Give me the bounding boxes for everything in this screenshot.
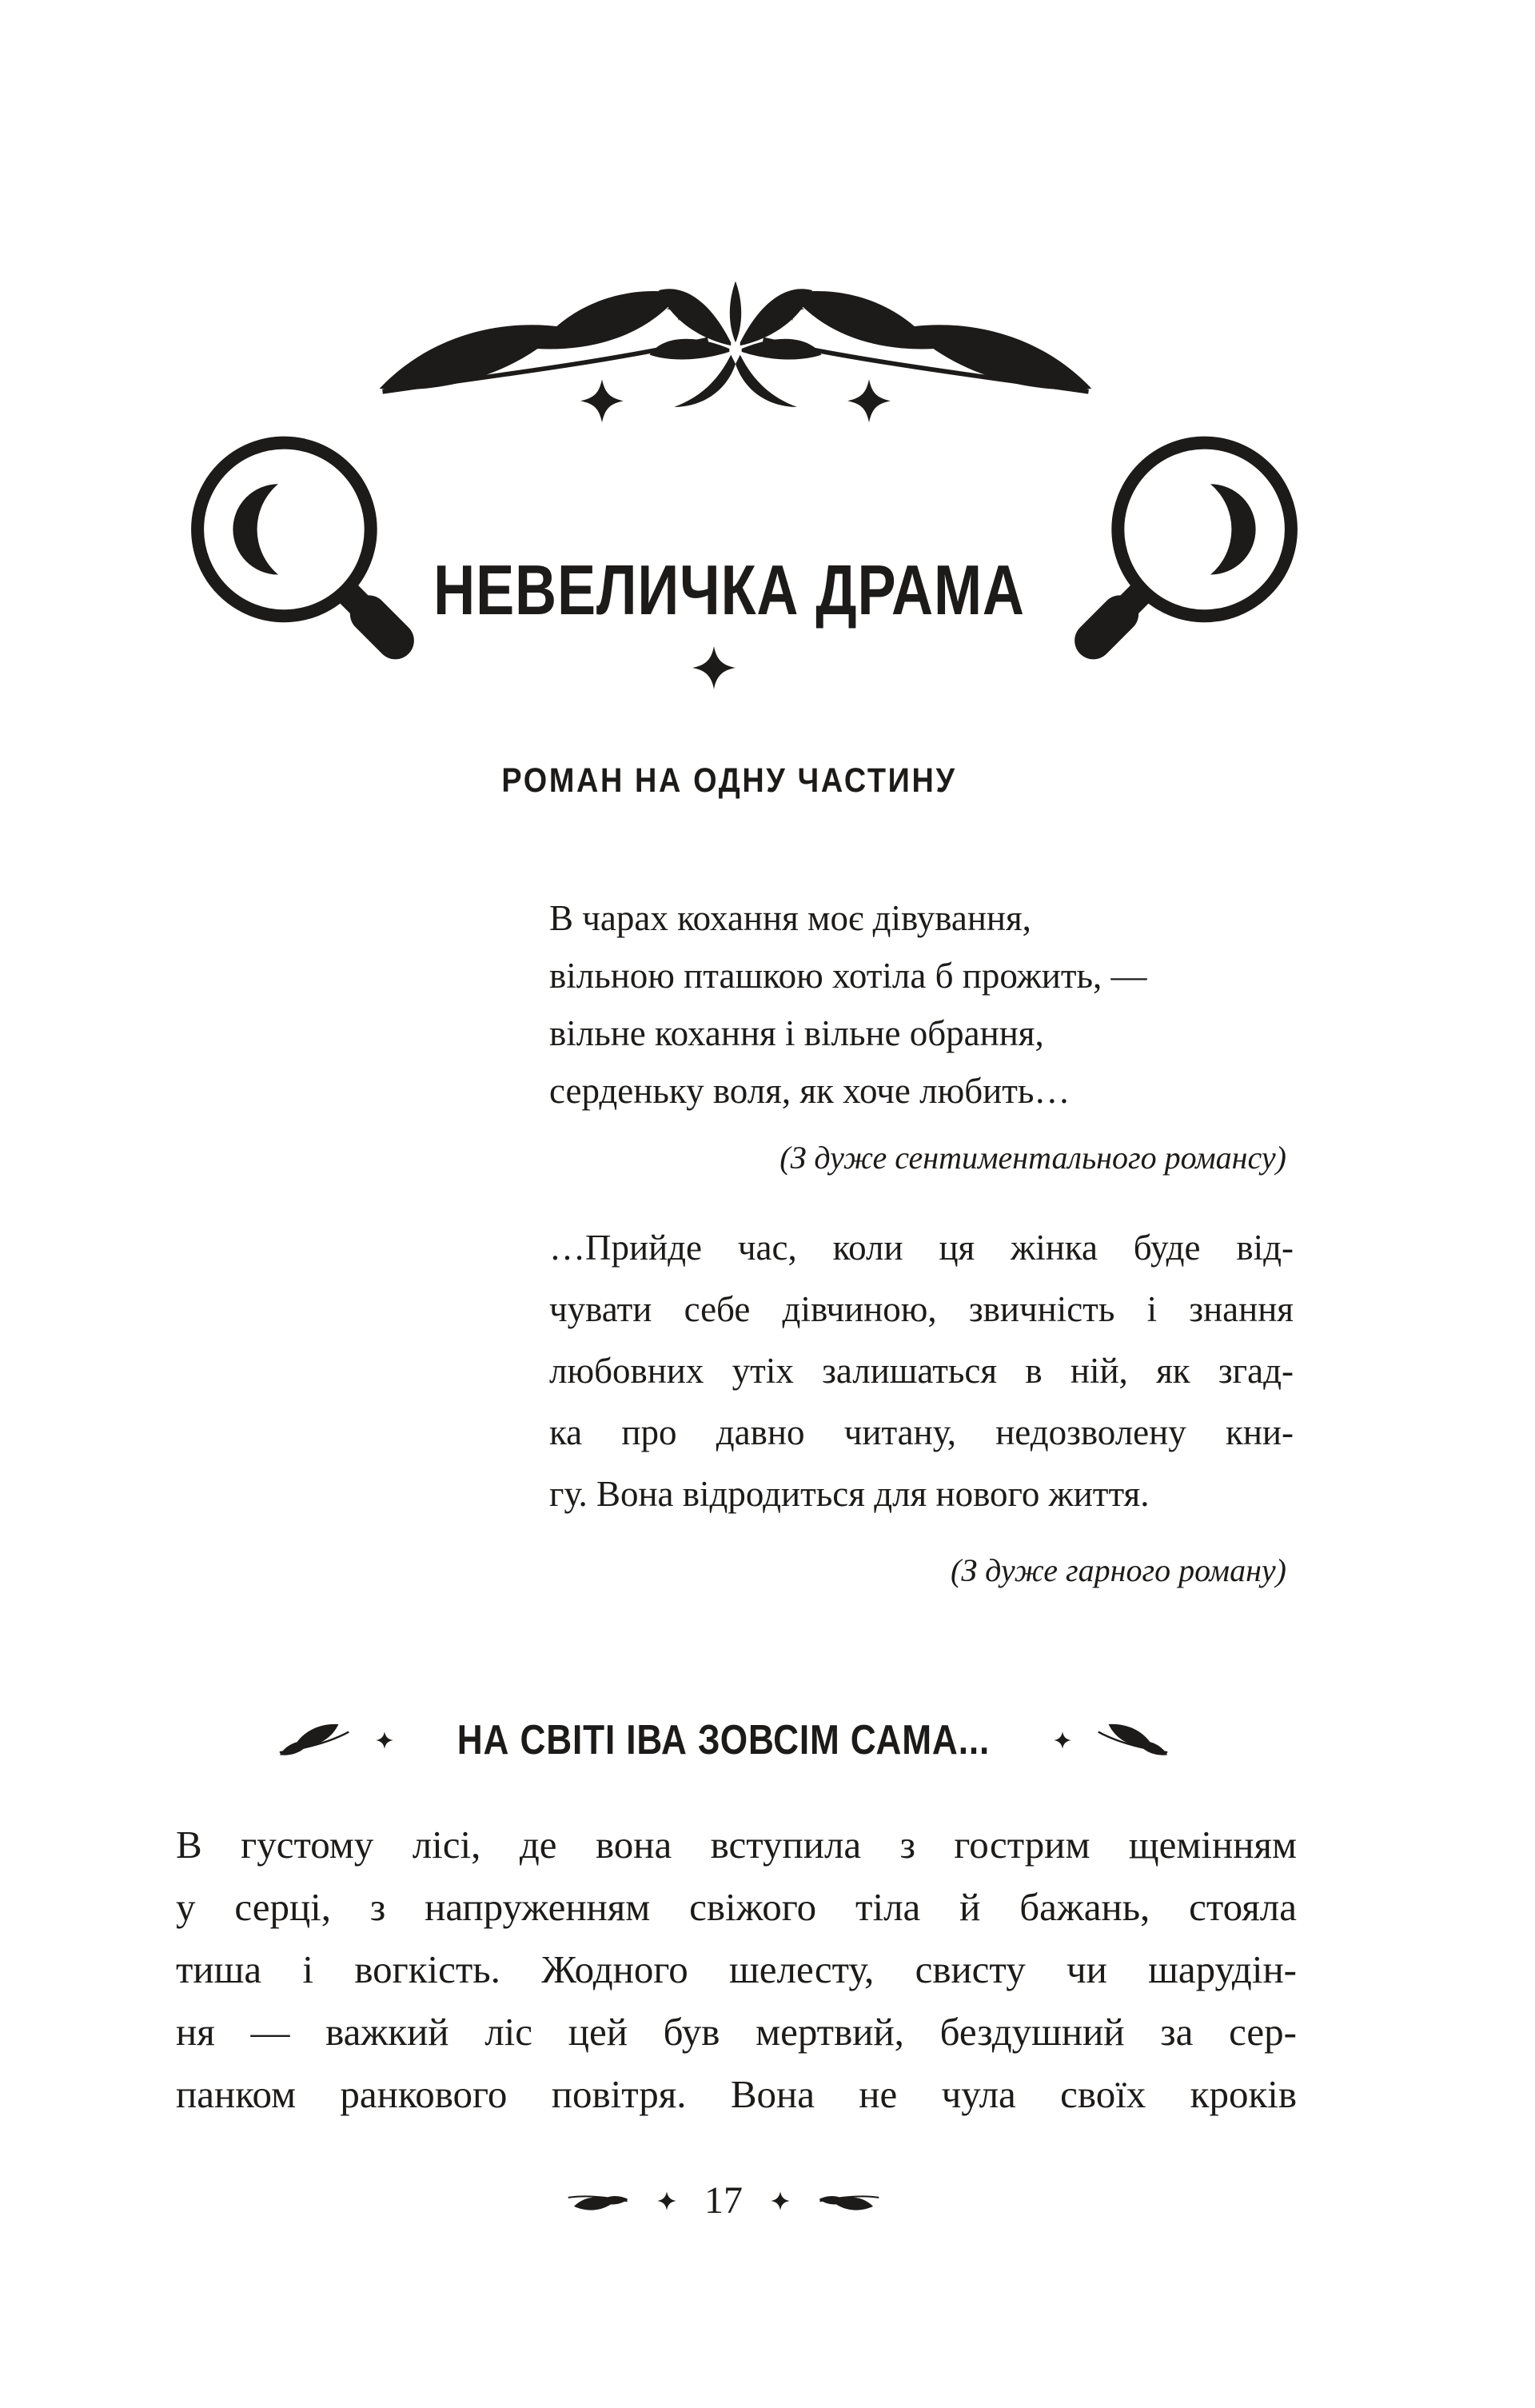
text-line: тиша і вогкість. Жодного шелесту, свисту чи шарудін- — [176, 1947, 1297, 1991]
epigraph-prose-attribution: (З дуже гарного роману) — [951, 1552, 1286, 1588]
sparkle-icon — [1053, 1731, 1072, 1750]
sparkle-icon — [690, 643, 738, 693]
chapter-title: НЕВЕЛИЧКА ДРАМА — [433, 549, 1025, 629]
epigraph-verse — [549, 889, 1147, 1120]
text-line: ка про давно читану, недозволену кни- — [549, 1412, 1294, 1452]
text-line: любовних утіх залишаться в ній, як згад- — [549, 1351, 1294, 1391]
sparkle-icon — [656, 2190, 677, 2211]
text-line: вільне кохання і вільне обрання, — [549, 1013, 1044, 1053]
page-number: 17 — [704, 2179, 743, 2222]
leaf-sprig-icon — [1088, 1718, 1178, 1763]
text-line: серденьку воля, як хоче любить… — [549, 1071, 1071, 1111]
body-text — [176, 1814, 1297, 2126]
floral-spray-ornament-icon — [352, 272, 1119, 444]
leaf-sprig-icon — [269, 1718, 359, 1763]
leaf-sprig-icon — [809, 2171, 891, 2231]
sparkle-icon — [770, 2190, 791, 2211]
leaf-sprig-icon — [556, 2171, 638, 2231]
text-line: гу. Вона відродиться для нового життя. — [549, 1474, 1150, 1514]
text-line: чувати себе дівчиною, звичність і знання — [549, 1289, 1294, 1329]
epigraph-prose — [549, 1217, 1294, 1525]
sparkle-icon — [375, 1731, 394, 1750]
text-line: …Прийде час, коли ця жінка буде від- — [549, 1228, 1294, 1268]
text-line: ня — важкий ліс цей був мертвий, бездушний за сер- — [176, 2010, 1297, 2054]
text-line: вільною пташкою хотіла б прожить, — — [549, 956, 1147, 996]
section-heading — [0, 1716, 1447, 1764]
page-footer — [0, 2179, 1447, 2222]
text-line: панком ранкового повітря. Вона не чула своїх кроків — [176, 2072, 1297, 2116]
text-line: В чарах кохання моє дівування, — [549, 898, 1031, 938]
text-line: у серці, з напруженням свіжого тіла й бажань, стояла — [176, 1885, 1297, 1929]
text-line: В густому лісі, де вона вступила з гострим щемінням — [176, 1823, 1297, 1867]
chapter-subtitle: РОМАН НА ОДНУ ЧАСТИНУ — [501, 761, 957, 800]
epigraph-verse-attribution: (З дуже сентиментального романсу) — [779, 1140, 1286, 1176]
section-heading-label: НА СВІТІ ІВА ЗОВСІМ САМА... — [457, 1717, 991, 1763]
